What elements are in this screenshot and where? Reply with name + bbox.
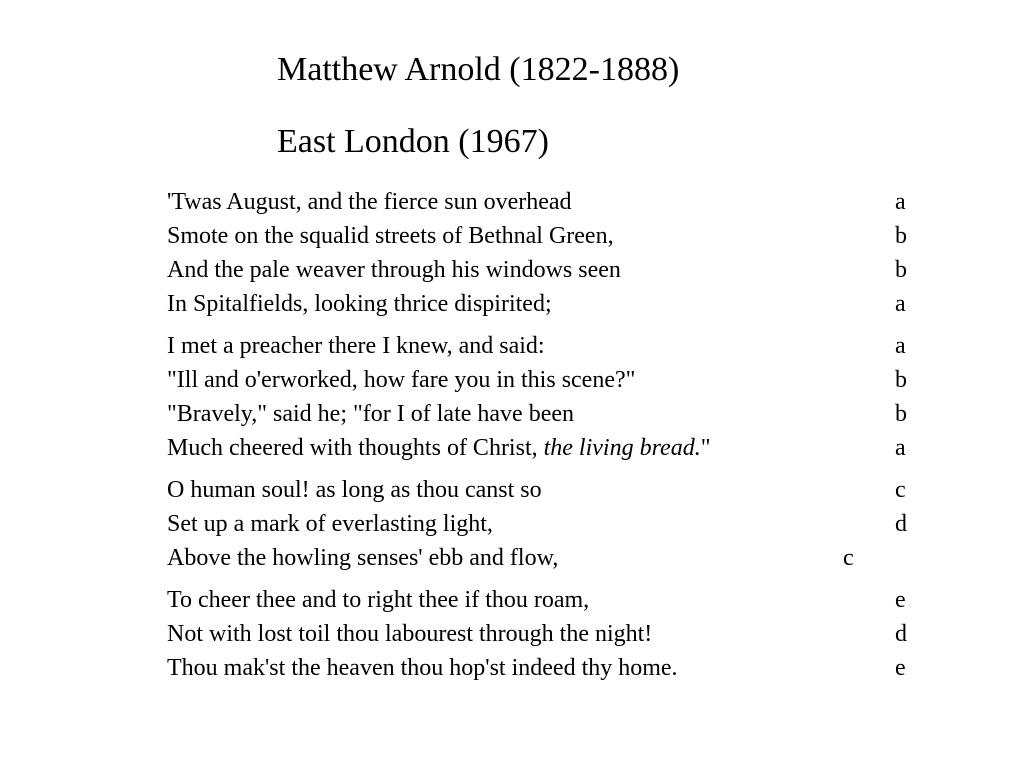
line-text: Not with lost toil thou labourest through the night! [167, 621, 653, 647]
line-text: 'Twas August, and the fierce sun overhead [167, 189, 572, 215]
line-text: O human soul! as long as thou canst so [167, 477, 542, 503]
poem-line [167, 507, 927, 541]
poem-title: East London (1967) [277, 123, 549, 160]
poem-line [167, 185, 927, 219]
stanza-2 [167, 329, 927, 465]
line-text: And the pale weaver through his windows seen [167, 257, 621, 283]
line-text-plain: Much cheered with thoughts of Christ, [167, 435, 544, 461]
line-text: To cheer thee and to right thee if thou roam, [167, 587, 590, 613]
poem-line [167, 363, 927, 397]
poem-line [167, 329, 927, 363]
poem-line [167, 431, 927, 465]
rhyme-letter: a [895, 189, 906, 215]
stanza-4 [167, 583, 927, 685]
rhyme-letter: d [895, 621, 907, 647]
poem-line [167, 287, 927, 321]
rhyme-letter: a [895, 291, 906, 317]
stanza-3 [167, 473, 927, 575]
author-heading: Matthew Arnold (1822-1888) [277, 51, 680, 88]
poem-line [167, 397, 927, 431]
poem-line [167, 473, 927, 507]
rhyme-letter: c [843, 545, 854, 571]
poem-line [167, 219, 927, 253]
line-text: Thou mak'st the heaven thou hop'st indeed thy home. [167, 655, 678, 681]
line-text: In Spitalfields, looking thrice dispirited; [167, 291, 552, 317]
poem-body [167, 185, 927, 693]
line-text: "Ill and o'erworked, how fare you in this scene?" [167, 367, 636, 393]
line-text-compound [167, 431, 710, 465]
rhyme-letter: e [895, 587, 906, 613]
line-text: "Bravely," said he; "for I of late have been [167, 401, 575, 427]
poem-line [167, 541, 927, 575]
rhyme-letter: a [895, 333, 906, 359]
rhyme-letter: b [895, 367, 907, 393]
rhyme-letter: b [895, 257, 907, 283]
rhyme-letter: d [895, 511, 907, 537]
rhyme-letter: a [895, 435, 906, 461]
line-text-after: " [700, 435, 711, 461]
rhyme-letter: c [895, 477, 906, 503]
line-text: I met a preacher there I knew, and said: [167, 333, 545, 359]
line-text-italic: the living bread. [543, 435, 701, 461]
poem-line [167, 253, 927, 287]
stanza-1 [167, 185, 927, 321]
line-text: Smote on the squalid streets of Bethnal Green, [167, 223, 614, 249]
poem-line [167, 617, 927, 651]
line-text: Above the howling senses' ebb and flow, [167, 545, 559, 571]
rhyme-letter: e [895, 655, 906, 681]
poem-line [167, 583, 927, 617]
rhyme-letter: b [895, 223, 907, 249]
rhyme-letter: b [895, 401, 907, 427]
line-text: Set up a mark of everlasting light, [167, 511, 493, 537]
poem-line [167, 651, 927, 685]
